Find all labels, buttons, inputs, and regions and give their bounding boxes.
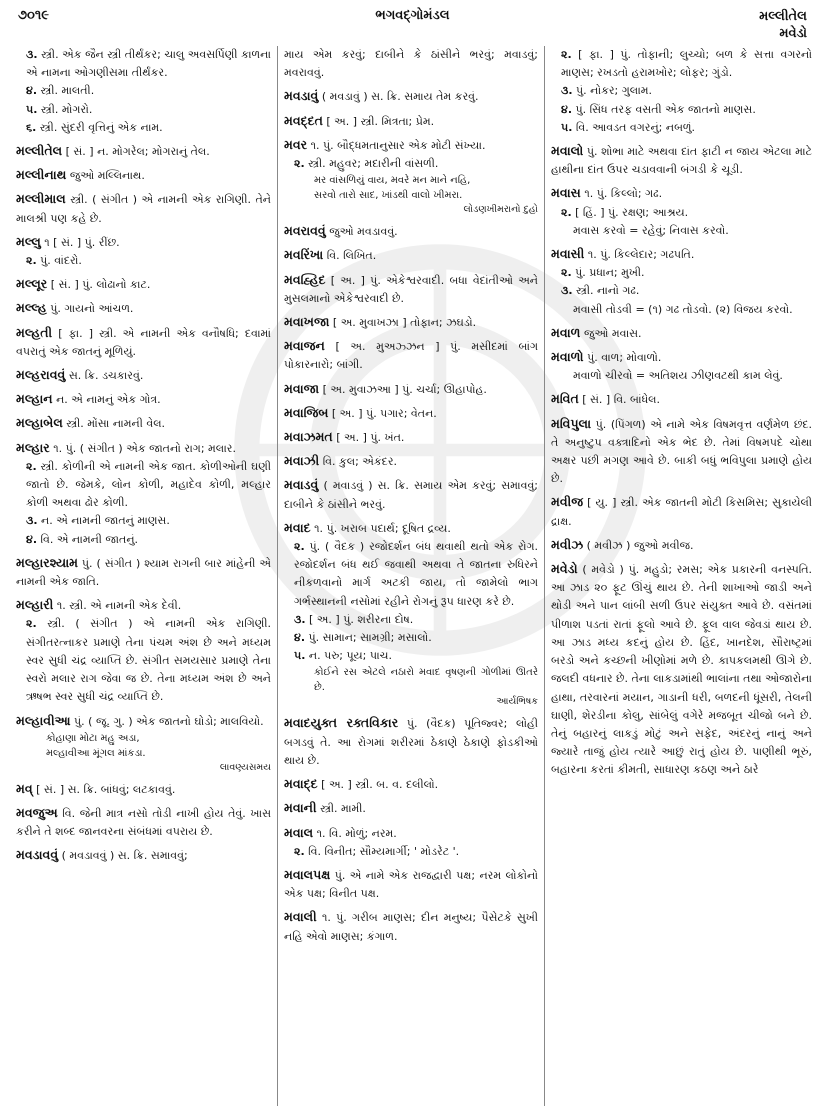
dictionary-entry xyxy=(284,136,538,217)
dictionary-entry xyxy=(551,415,812,489)
headword: મવાઝી xyxy=(284,453,320,469)
sense xyxy=(16,82,271,100)
quotation-line: મલ્હાવીઆ મૂંગલ માંકડા. xyxy=(46,747,146,759)
dictionary-entry xyxy=(16,554,271,591)
headword: મલ્લીનાથ xyxy=(16,167,67,183)
headword: મવ્ xyxy=(16,780,33,796)
idiom-example: મવાસી તોડવી = (૧) ગઢ તોડવો. (૨) વિજય કરવો. xyxy=(573,302,793,316)
dictionary-entry xyxy=(16,142,271,161)
headword: મવાડવું xyxy=(284,477,319,493)
sense-number: ૩. xyxy=(294,612,306,626)
definition: ન. એ નામનું એક ગોત્ર. xyxy=(56,393,161,407)
headword: મલ્લ્હ xyxy=(16,300,47,316)
definition: ૧. પું. ગરીબ માણસ; દીન મનુષ્ય; પૈસેટકે સુખી નહિ એવો માણસ; કંગાળ. xyxy=(284,911,538,943)
sense-text: વિ. આવડત વગરનું; નબળું. xyxy=(575,120,695,134)
sense xyxy=(284,538,538,611)
definition: [ અ. ] પું. પગાર; વેતન. xyxy=(331,406,437,420)
idiom-example: મવાસ કરવો = રહેવું; નિવાસ કરવો. xyxy=(573,223,729,237)
dictionary-entry xyxy=(551,348,812,385)
headword: મવાદયુક્ત રક્તવિકાર xyxy=(284,715,399,731)
sense-number: ૨. xyxy=(26,459,37,473)
dictionary-entry xyxy=(551,560,812,779)
headword: મવડાવવું xyxy=(16,847,59,863)
dictionary-entry xyxy=(16,596,271,706)
sense-number: ૫. xyxy=(26,102,38,116)
dictionary-entry xyxy=(284,87,538,106)
sense xyxy=(16,531,271,549)
definition: [ અ. ] પું. એકેશ્વરવાદી. બધા વેદાંતીઓ અને મુસલમાનો એકેશ્વરવાદી છે. xyxy=(284,273,538,305)
dictionary-entry xyxy=(16,166,271,185)
definition: વિ. લિખિત. xyxy=(326,249,377,263)
guide-words xyxy=(759,8,807,42)
definition: પું. ગાયનો આંચળ. xyxy=(50,302,134,316)
definition: [ ફા. ] સ્ત્રી. એ નામની એક વનૌષધિ; દવામાં વપરાતું એક જાતનું મૂળિયું. xyxy=(16,326,272,358)
sense-number: ૬. xyxy=(26,120,37,134)
quotation-line: મર વાંસળિયું વાય, મવરે મન માને નહિ, xyxy=(314,175,471,187)
dictionary-entry xyxy=(16,846,271,865)
sense xyxy=(551,82,812,100)
sense-number: ૩. xyxy=(26,514,38,528)
sense xyxy=(16,119,271,137)
definition: ૧. પું. બૌદ્ધમતાનુસાર એક મોટી સંખ્યા. xyxy=(310,138,486,152)
definition: [ અ. મુવાખઝા ] તોફાન; ઝઘડો. xyxy=(332,316,477,330)
sense-text: પું. ( વૈદક ) રજોદર્શન બંધ થવાથી થતો એક રોગ. રજોદર્શન બંધ થઈ જવાથી અથવા તે જાતના રુધિરને નીકળવાનો માર્ગ અટકી જાય, તો જામેલો ભાગ ગર્ભસ્થાનની નસોમાં રહીને રોગનું રૂપ ધારણ કરે છે. xyxy=(294,540,538,608)
headword: મલ્લૂર xyxy=(16,276,48,292)
sense-text: સ્ત્રી. ( સંગીત ) એ નામની એક રાગિણી. સંગીતરત્નાકર પ્રમાણે તેના પંચમ અંશ છે અને મધ્યમ સ્વર સુધી ચંદ્ર વ્યાપ્તિ છે. સંગીત સમયસાર પ્રમાણે તેના સ્વરો મલાર રાગ જેવા જ છે. તેના મધ્યમ અંશ છે અને ઋષભ સ્વર સુધી ચંદ્ર વ્યાપ્તિ છે. xyxy=(26,617,271,704)
dictionary-entry xyxy=(284,337,538,374)
headword: મલ્લુ xyxy=(16,233,41,249)
sense-text: [ ફા. ] પું. તોફાની; લુચ્ચો; બળ કે સત્તા વગરનો માણસ; રખડતો હરામખોર; લોફર; ગુંડો. xyxy=(561,48,812,80)
definition: [ અ. ] પું. ખંત. xyxy=(336,431,405,445)
dictionary-entry xyxy=(16,46,271,137)
headword: મવિત xyxy=(551,391,579,407)
sense-number: ૨. xyxy=(294,540,305,554)
quotation-line: કોહાણા મોટા મહુ અડા, xyxy=(46,732,140,744)
dictionary-entry xyxy=(16,390,271,409)
headword: મવાલ xyxy=(284,824,314,840)
definition: પું. (પિંગળ) એ નામે એક વિષમવૃત્ત વર્ણમેળ છંદ. તે અનુષ્ટુપ વક્ત્રાદિનો એક ભેદ છે. તેમાં વિષમપદે ચોથા અક્ષર પછી મગણ આવે છે. બાકી બધું ભવિપુલા પ્રમાણે હોય છે. xyxy=(551,417,813,486)
sense xyxy=(16,512,271,530)
page-header xyxy=(0,0,825,44)
sense-number: ૨. xyxy=(294,844,305,858)
dictionary-columns xyxy=(10,46,818,1106)
dictionary-entry xyxy=(284,46,538,82)
sense-text: સ્ત્રી. મોગરો. xyxy=(40,102,93,116)
sense-number: ૩. xyxy=(561,284,573,298)
definition: ૧ [ સં. ] પું. રીંછ. xyxy=(44,235,120,249)
dictionary-entry xyxy=(284,380,538,399)
dictionary-entry xyxy=(16,324,271,361)
sense-text: પું. વાંદરો. xyxy=(40,254,82,268)
definition: ( મવડાવવું ) સ. ક્રિ. સમાવવું; xyxy=(61,849,188,863)
headword: મવાની xyxy=(284,800,317,816)
sense-text: [ હિં. ] પું. રક્ષણ; આશ્રય. xyxy=(575,205,689,219)
sense-text: ન. પરુ; પૂય; પાચ. xyxy=(308,649,392,663)
definition: ૧. પું. કિલ્લેદાર; ગઢપતિ. xyxy=(587,248,695,262)
dictionary-entry xyxy=(284,112,538,131)
definition: પું. ( સંગીત ) શ્યામ રાગની બાર માંહેની એ નામની એક જાતિ. xyxy=(16,556,271,589)
sense-number: ૫. xyxy=(561,120,573,134)
sense-text: સ્ત્રી. સુંદરી વૃત્તિનું એક નામ. xyxy=(39,120,163,134)
sense xyxy=(284,647,538,665)
sense-text: પું. સિંધ તરફ વસતી એક જાતનો માણસ. xyxy=(575,102,756,116)
book-title: ભગવદ્ગોમંડલ xyxy=(375,8,450,23)
dictionary-entry xyxy=(284,775,538,794)
sense-text: સ્ત્રી. કોળીની એ નામની એક જાત. કોળીઓની ઘણી જાતો છે. જેમકે, લોન કોળી, મહાદેવ કોળી, મલ્હાર કોળી અથવા ઢોર કોળી. xyxy=(26,459,272,510)
dictionary-entry xyxy=(16,414,271,433)
definition: ( મવીઝ ) જુઓ મવીજ. xyxy=(586,538,694,552)
guide-word-last: મવેડો xyxy=(779,26,807,41)
headword: મલ્લીતેલ xyxy=(16,143,63,159)
sense-number: ૩. xyxy=(561,84,573,98)
headword: મવડાવું xyxy=(284,88,319,104)
headword: મલ્હરાવવું xyxy=(16,367,66,383)
headword: મવાખજા xyxy=(284,314,330,330)
sense-text: વિ. વિનીત; સૌમ્યમાર્ગી; ' મોડરેટ '. xyxy=(308,844,460,858)
dictionary-entry xyxy=(284,404,538,423)
dictionary-entry xyxy=(16,233,271,270)
sense xyxy=(16,46,271,82)
sense xyxy=(16,458,271,513)
dictionary-entry xyxy=(16,190,271,227)
headword: મવાસ xyxy=(551,185,581,201)
citation-source: લાવણ્યસમય xyxy=(219,761,271,773)
dictionary-entry xyxy=(16,780,271,799)
sense-number: ૨. xyxy=(561,48,572,61)
headword: મવદ્દત xyxy=(284,112,323,128)
definition: ૧. વિ. મોળું; નરમ. xyxy=(316,826,397,840)
sense-number: ૩. xyxy=(26,48,38,61)
dictionary-entry xyxy=(284,519,538,710)
dictionary-entry xyxy=(16,275,271,294)
definition: પું. વાળ; મોવાળો. xyxy=(587,351,662,365)
sense-number: ૪. xyxy=(294,631,305,645)
dictionary-entry xyxy=(551,493,812,530)
sense xyxy=(284,843,538,861)
headword: મવેડો xyxy=(551,561,578,577)
sense-text: પું. નોકર; ગુલામ. xyxy=(576,84,653,98)
definition: પું. શોભા માટે અથવા દાંત ફાટી ન જાય એટલા માટે હાથીના દાંત ઉપર ચડાવવાની બંગડી કે ચૂડી. xyxy=(551,145,813,177)
dictionary-entry xyxy=(284,799,538,818)
sense-text: સ્ત્રી. નાનો ગઢ. xyxy=(576,284,640,298)
dictionary-entry xyxy=(551,46,812,137)
sense-number: ૪. xyxy=(26,532,37,546)
headword: મવરાવવું xyxy=(284,223,326,239)
sense-number: ૫. xyxy=(294,649,306,663)
dictionary-entry xyxy=(284,476,538,513)
definition: સ. ક્રિ. ડચકારવું. xyxy=(68,369,144,383)
definition: વિ. જેની માત્ર નસો તોડી નાખી હોય તેવું. ખાસ કરીને તે શબ્દ જાનવરના સંબંધમાં વપરાય છે. xyxy=(16,806,272,839)
sense xyxy=(16,101,271,119)
headword: મવજુઅ xyxy=(16,804,58,820)
dictionary-entry xyxy=(16,804,271,841)
definition: [ સં. ] પું. લોઢાનો કાટ. xyxy=(50,278,151,292)
definition: ૧. પું. ખરાબ પદાર્થ; દૂષિત દ્રવ્ય. xyxy=(314,521,451,535)
sense-text: સ્ત્રી. માલતી. xyxy=(40,84,95,98)
definition: સ્ત્રી. મોંસા નામની વેલ. xyxy=(66,417,166,431)
headword: મવાસી xyxy=(551,246,585,262)
sense-text: ન. એ નામની જાતનું માણસ. xyxy=(41,514,170,528)
definition: [ અ. ] સ્ત્રી. બ. વ. દલીલો. xyxy=(321,778,439,792)
headword: મલ્હારશ્યામ xyxy=(16,554,78,570)
sense-text: [ અ. ] પું. શરીરના દોષ. xyxy=(309,612,414,626)
headword: મલ્હાબેલ xyxy=(16,415,63,431)
dictionary-entry xyxy=(551,245,812,319)
dictionary-entry xyxy=(284,452,538,471)
column-3 xyxy=(545,46,818,1106)
dictionary-entry xyxy=(284,271,538,308)
sense xyxy=(16,615,271,706)
sense xyxy=(551,282,812,300)
definition: ૧. પું. કિલ્લો; ગઢ. xyxy=(584,187,663,201)
dictionary-entry xyxy=(284,908,538,945)
dictionary-entry xyxy=(551,184,812,240)
sense xyxy=(551,101,812,119)
headword: મવહ્હિદ xyxy=(284,271,326,287)
headword: મવીઝ xyxy=(551,536,584,552)
definition: સ્ત્રી. મામી. xyxy=(320,802,366,816)
sense-number: ૪. xyxy=(561,102,572,116)
headword: મવાદ્દ xyxy=(284,776,318,792)
definition: માય એમ કરવું; દાબીને કે ઠાંસીને ભરવું; મવાડવું; મવરાવવું. xyxy=(284,48,538,80)
idiom-example: મવાળો ચીરવો = અતિશય ઝીણવટથી કામ લેવું. xyxy=(573,369,783,383)
page-number: ૭૦૧૯ xyxy=(18,8,49,23)
definition: ( મવડાવું ) સ. ક્રિ. સમાય તેમ કરવું. xyxy=(321,90,479,104)
column-2 xyxy=(278,46,545,1106)
headword: મવર xyxy=(284,136,308,152)
definition: જુઓ મવડાવવું. xyxy=(329,225,398,239)
dictionary-entry xyxy=(16,366,271,385)
sense-number: ૨. xyxy=(294,157,305,171)
citation-source: આર્યભિષક xyxy=(496,696,538,708)
definition: [ સં. ] ન. મોગરેલ; મોગરાનું તેલ. xyxy=(65,145,210,159)
headword: મલ્હતી xyxy=(16,324,53,340)
dictionary-entry xyxy=(284,246,538,265)
definition: વિ. કુલ; એકંદર. xyxy=(322,455,398,469)
definition: [ અ. મુવાઝઆ ] પું. ચર્ચા; ઊહાપોહ. xyxy=(322,382,487,396)
headword: મલ્હાર xyxy=(16,439,50,455)
headword: મવિપુલા xyxy=(551,415,592,431)
sense-text: સ્ત્રી. મહુવર; મદારીની વાંસળી. xyxy=(308,157,439,171)
headword: મવરિંખા xyxy=(284,247,324,263)
headword: મવાલપક્ષ xyxy=(284,866,331,882)
headword: મવાલી xyxy=(284,909,317,925)
sense xyxy=(16,252,271,270)
headword: મવાજા xyxy=(284,380,320,396)
sense-number: ૨. xyxy=(26,254,37,268)
column-1 xyxy=(10,46,278,1106)
definition: જુઓ મલ્લિનાથ. xyxy=(69,169,145,183)
sense-number: ૨. xyxy=(26,617,37,631)
headword: મલ્લીમાલ xyxy=(16,191,66,207)
quotation-line: સરવો તારો સાદ, ખાંડથી વાલો ખીમરા. xyxy=(314,190,463,202)
headword: મલ્હાવીઆ xyxy=(16,712,71,728)
headword: મવાજિબ xyxy=(284,404,329,420)
sense-text: પું. સામાન; સામગ્રી; મસાલો. xyxy=(308,631,432,645)
definition: ૧. પું. ( સંગીત ) એક જાતનો રાગ; મલાર. xyxy=(53,441,236,455)
definition: [ અ. ] સ્ત્રી. મિત્રતા; પ્રેમ. xyxy=(326,114,435,128)
citation-source: લોડણખીમરાનો દુહો xyxy=(463,204,538,216)
sense xyxy=(551,46,812,82)
headword: મવાળો xyxy=(551,349,584,365)
dictionary-entry xyxy=(551,324,812,343)
dictionary-entry xyxy=(551,390,812,409)
dictionary-entry xyxy=(284,866,538,903)
dictionary-entry xyxy=(284,313,538,332)
sense xyxy=(551,204,812,222)
sense-number: ૪. xyxy=(26,84,37,98)
definition: [ અ. મુઅઝ્ઝન ] પું. મસીદમાં બાંગ પોકારનારો; બાંગી. xyxy=(284,340,539,372)
sense-text: સ્ત્રી. એક જૈન સ્ત્રી તીર્થંકર; ચાલુ અવસર્પિણી કાળના એ નામના ઓગણીસમા તીર્થંકર. xyxy=(26,48,271,80)
headword: મવાળ xyxy=(551,324,581,340)
sense xyxy=(284,155,538,173)
definition: [ સં. ] વિ. બાંધેલ. xyxy=(582,393,660,407)
guide-word-first: મલ્લીતેલ xyxy=(759,9,807,24)
sense xyxy=(284,611,538,629)
sense-text: વિ. એ નામની જાતનું. xyxy=(40,532,139,546)
dictionary-entry xyxy=(284,428,538,447)
headword: મલ્હાન xyxy=(16,391,53,407)
headword: મવાઝમત xyxy=(284,429,333,445)
headword: મવાલો xyxy=(551,143,584,159)
headword: મલ્હારી xyxy=(16,597,54,613)
headword: મવીજ xyxy=(551,494,584,510)
sense-text: પું. પ્રધાન; મુખી. xyxy=(575,266,645,280)
definition: પું. (વૈદક) પૂતિજ્વર; લોહી બગડવું તે. આ રોગમાં શરીરમાં ઠેકાણે ઠેકાણે ફોડકીઓ થાય છે. xyxy=(284,717,538,767)
dictionary-entry xyxy=(551,142,812,179)
headword: મવાદ xyxy=(284,519,311,535)
dictionary-entry xyxy=(16,439,271,549)
sense-number: ૨. xyxy=(561,205,572,219)
sense-number: ૨. xyxy=(561,266,572,280)
definition: સ્ત્રી. ( સંગીત ) એ નામની એક રાગિણી. તેને માલશ્રી પણ કહે છે. xyxy=(16,193,271,225)
dictionary-entry xyxy=(551,536,812,555)
sense xyxy=(284,629,538,647)
sense xyxy=(551,264,812,282)
definition: ૧. સ્ત્રી. એ નામની એક દેવી. xyxy=(56,599,182,613)
headword: મવાજન xyxy=(284,338,325,354)
definition: જુઓ મવાસ. xyxy=(583,326,642,340)
definition: [ યુ. ] સ્ત્રી. એક જાતની મોટી કિસમિસ; સુકાયેલી દ્રાક્ષ. xyxy=(551,496,813,528)
dictionary-entry xyxy=(16,299,271,318)
dictionary-entry xyxy=(284,714,538,770)
definition: પું. ( જૂ. ગુ. ) એક જાતનો ઘોડો; માલવિયો. xyxy=(74,714,264,728)
dictionary-entry xyxy=(16,712,271,775)
definition: પું. એ નામે એક રાજદ્વારી પક્ષ; નરમ લોકોનો એક પક્ષ; વિનીત પક્ષ. xyxy=(284,868,539,901)
definition: ( મવાડવું ) સ. ક્રિ. સમાય એમ કરવું; સમાવવું; દાબીને કે ઠાંસીને ભરવું. xyxy=(284,479,539,511)
definition: ( મવેડો ) પું. મહુડો; રમસ; એક પ્રકારની વનસ્પતિ. આ ઝાડ ૨૦ ફૂટ ઊંચું થાય છે. તેની શાખાઓ જાડી અને થોડી અને પાન લાંબી સળી ઉપર સંયુક્ત આવે છે. વસંતમાં પીળાશ પડતાં રાતાં ફૂલો આવે છે. ફૂલ વાલ જેવડાં થાય છે. આ ઝાડ મધ્ય કદનું હોય છે. હિંદ, ખાનદેશ, સૌરાષ્ટ્રમાં બરડો અને કચ્છની ખીણોમાં મળે છે. કાપકલમથી ઊગે છે. જલદી વધનાર છે. તેના લાકડામાંથી ભાલાંના તથા ઓજારોના હાથા, તરવારનાં મયાન, ગાડાની ધરી, બળદની ધૂંસરી, તેલની ઘાણી, શેરડીના કોલુ, સાંબેલું વગેરે મજબૂત ચીજો બને છે. તેનું બહારનું લાકડું મોટું અને સફેદ, અંદરનું નાનું અને જ્યારે તાજું હોય ત્યારે આછું રાતું હોય છે. પાણીથી ભૂરું, બહારના કરતાં કીમતી, સાધારણ કઠણ અને ઠારે xyxy=(551,563,813,777)
dictionary-entry xyxy=(284,222,538,241)
sense xyxy=(551,119,812,137)
definition: [ સં. ] સ. ક્રિ. બાંધવું; લટકાવવું. xyxy=(36,782,176,796)
quotation-line: કોઈને રસ એટલે નઠારો મવાદ વૃષણની ગોળીમાં ઊતરે છે. xyxy=(314,667,538,694)
dictionary-entry xyxy=(284,824,538,861)
